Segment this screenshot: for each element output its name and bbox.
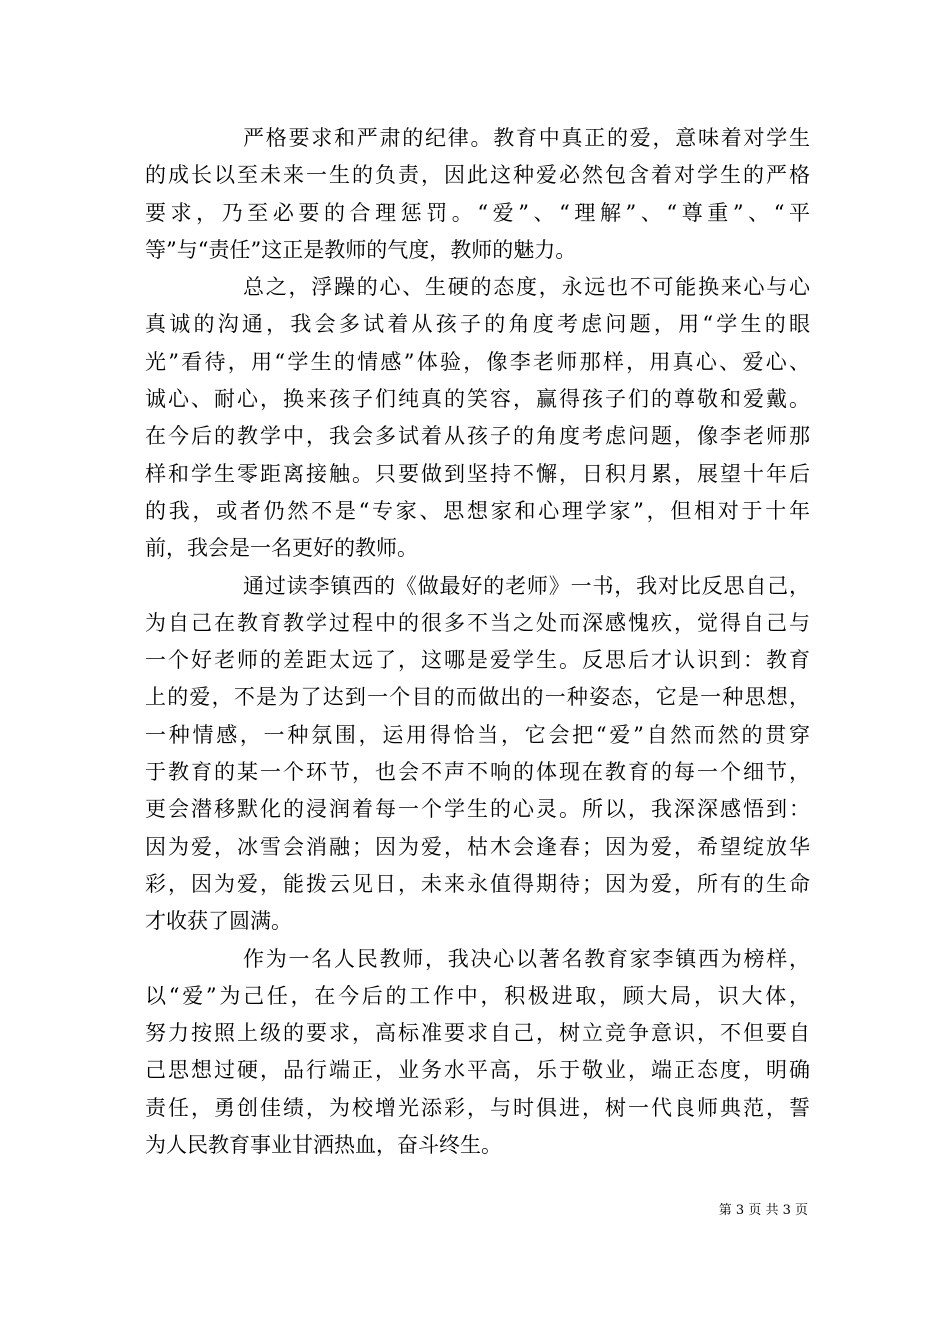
- text-line: 因为爱，冰雪会消融；因为爱，枯木会逢春；因为爱，希望绽放华: [145, 834, 810, 859]
- text-line: 为自己在教育教学过程中的很多不当之处而深感愧疚，觉得自己与: [145, 610, 810, 635]
- text-line: 的成长以至未来一生的负责，因此这种爱必然包含着对学生的严格: [145, 163, 810, 188]
- text-line: 在今后的教学中，我会多试着从孩子的角度考虑问题，像李老师那: [145, 424, 810, 449]
- text-line: 真诚的沟通，我会多试着从孩子的角度考虑问题，用“学生的眼: [145, 312, 810, 337]
- text-line: 一个好老师的差距太远了，这哪是爱学生。反思后才认识到：教育: [145, 648, 810, 673]
- text-line: 努力按照上级的要求，高标准要求自己，树立竞争意识，不但要自: [145, 1021, 810, 1046]
- text-line: 上的爱，不是为了达到一个目的而做出的一种姿态，它是一种思想，: [145, 685, 810, 710]
- text-line: 才收获了圆满。: [145, 909, 292, 934]
- page-number: 第 3 页 共 3 页: [718, 1203, 808, 1218]
- text-line: 要求，乃至必要的合理惩罚。“爱”、“理解”、“尊重”、“平: [145, 200, 810, 225]
- text-line: 前，我会是一名更好的教师。: [145, 536, 418, 561]
- text-line: 总之，浮躁的心、生硬的态度，永远也不可能换来心与心: [243, 275, 810, 300]
- text-line: 己思想过硬，品行端正，业务水平高，乐于敬业，端正态度，明确: [145, 1058, 810, 1083]
- text-line: 为人民教育事业甘洒热血，奋斗终生。: [145, 1133, 502, 1158]
- text-line: 光”看待，用“学生的情感”体验，像李老师那样，用真心、爱心、: [145, 349, 810, 374]
- text-line: 以“爱”为己任，在今后的工作中，积极进取，顾大局，识大体，: [145, 983, 810, 1008]
- text-line: 等”与“责任”这正是教师的气度，教师的魅力。: [145, 237, 577, 262]
- text-line: 诚心、耐心，换来孩子们纯真的笑容，赢得孩子们的尊敬和爱戴。: [145, 387, 810, 412]
- text-line: 严格要求和严肃的纪律。教育中真正的爱，意味着对学生: [243, 126, 810, 150]
- text-line: 作为一名人民教师，我决心以著名教育家李镇西为榜样，: [243, 946, 810, 971]
- body-text: [145, 120, 810, 1164]
- text-line: 样和学生零距离接触。只要做到坚持不懈，日积月累，展望十年后: [145, 461, 810, 486]
- text-line: 彩，因为爱，能拨云见日，未来永值得期待；因为爱，所有的生命: [145, 871, 810, 896]
- text-line: 于教育的某一个环节，也会不声不响的体现在教育的每一个细节，: [145, 760, 810, 785]
- text-line: 通过读李镇西的《做最好的老师》一书，我对比反思自己，: [243, 573, 810, 598]
- text-line: 更会潜移默化的浸润着每一个学生的心灵。所以，我深深感悟到：: [145, 797, 810, 822]
- text-line: 一种情感，一种氛围，运用得恰当，它会把“爱”自然而然的贯穿: [145, 722, 810, 747]
- text-line: 责任，勇创佳绩，为校增光添彩，与时俱进，树一代良师典范，誓: [145, 1095, 810, 1120]
- text-line: 的我，或者仍然不是“专家、思想家和心理学家”，但相对于十年: [145, 498, 810, 523]
